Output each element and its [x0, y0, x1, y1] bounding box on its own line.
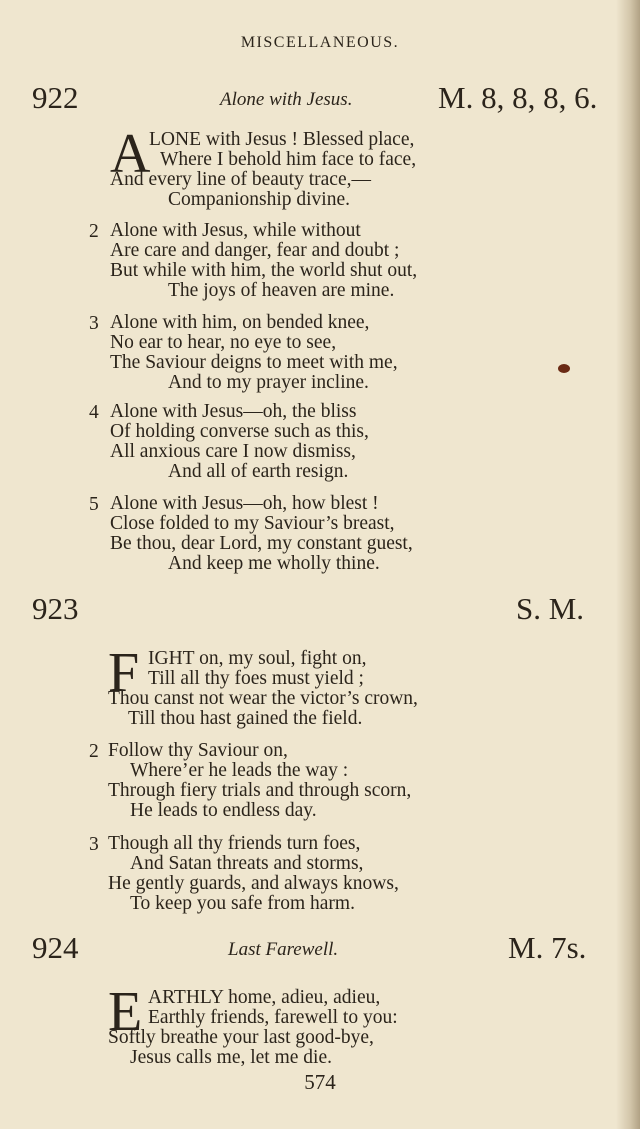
verse-line: The joys of heaven are mine.	[168, 280, 395, 301]
verse-line: And all of earth resign.	[168, 461, 349, 482]
ink-smudge	[558, 364, 570, 373]
verse-line: Softly breathe your last good-bye,	[108, 1027, 374, 1048]
verse-line: Close folded to my Saviour’s breast,	[110, 513, 395, 534]
verse-line: Where’er he leads the way :	[130, 760, 349, 781]
verse-line: No ear to hear, no eye to see,	[110, 332, 337, 353]
verse-line: ARTHLY home, adieu, adieu,	[148, 987, 381, 1008]
verse-line: Though all thy friends turn foes,	[108, 833, 361, 854]
verse-line: Alone with Jesus—oh, the bliss	[110, 401, 357, 422]
verse-line: Alone with Jesus—oh, how blest !	[110, 493, 379, 514]
verse-line: Be thou, dear Lord, my constant guest,	[110, 533, 413, 554]
verse-line: Till all thy foes must yield ;	[148, 668, 364, 689]
verse-line: Follow thy Saviour on,	[108, 740, 288, 761]
page-number: 574	[304, 1070, 336, 1094]
verse-number: 2	[89, 741, 99, 762]
hymn-meter: M. 8, 8, 8, 6.	[438, 80, 598, 115]
verse-line: And to my prayer incline.	[168, 372, 369, 393]
verse-line: Are care and danger, fear and doubt ;	[110, 240, 400, 261]
verse-line: Companionship divine.	[168, 189, 350, 210]
drop-cap: A	[110, 123, 151, 185]
verse-line: Till thou hast gained the field.	[128, 708, 363, 729]
verse-number: 3	[89, 313, 99, 334]
hymn-title: Last Farewell.	[228, 939, 339, 960]
hymn-number: 923	[32, 591, 79, 626]
verse-line: Through fiery trials and through scorn,	[108, 780, 412, 801]
hymn-title: Alone with Jesus.	[220, 89, 353, 110]
verse-line: The Saviour deigns to meet with me,	[110, 352, 398, 373]
verse-number: 2	[89, 221, 99, 242]
verse-line: All anxious care I now dismiss,	[110, 441, 356, 462]
drop-cap: E	[108, 981, 143, 1043]
verse-line: Jesus calls me, let me die.	[130, 1047, 332, 1068]
verse-number: 5	[89, 494, 99, 515]
hymn-number: 924	[32, 930, 79, 965]
running-head: MISCELLANEOUS.	[240, 34, 400, 51]
page-edge-shadow	[616, 0, 640, 1129]
verse-line: He leads to endless day.	[130, 800, 317, 821]
verse-line: He gently guards, and always knows,	[108, 873, 399, 894]
verse-line: But while with him, the world shut out,	[110, 260, 418, 281]
verse-line: IGHT on, my soul, fight on,	[148, 648, 367, 669]
hymn-meter: M. 7s.	[508, 930, 587, 965]
verse-line: Of holding converse such as this,	[110, 421, 369, 442]
verse-line: And keep me wholly thine.	[168, 553, 380, 574]
hymn-meter: S. M.	[516, 591, 585, 626]
drop-cap: F	[108, 642, 140, 704]
verse-line: Alone with Jesus, while without	[110, 220, 361, 241]
verse-line: And Satan threats and storms,	[130, 853, 364, 874]
verse-line: And every line of beauty trace,—	[110, 169, 371, 190]
verse-line: To keep you safe from harm.	[130, 893, 355, 914]
verse-line: Thou canst not wear the victor’s crown,	[108, 688, 418, 709]
verse-line: Alone with him, on bended knee,	[110, 312, 370, 333]
verse-number: 3	[89, 834, 99, 855]
hymn-number: 922	[32, 80, 79, 115]
verse-line: Where I behold him face to face,	[160, 149, 417, 170]
verse-line: Earthly friends, farewell to you:	[148, 1007, 398, 1028]
verse-line: LONE with Jesus ! Blessed place,	[149, 129, 415, 150]
verse-number: 4	[89, 402, 99, 423]
